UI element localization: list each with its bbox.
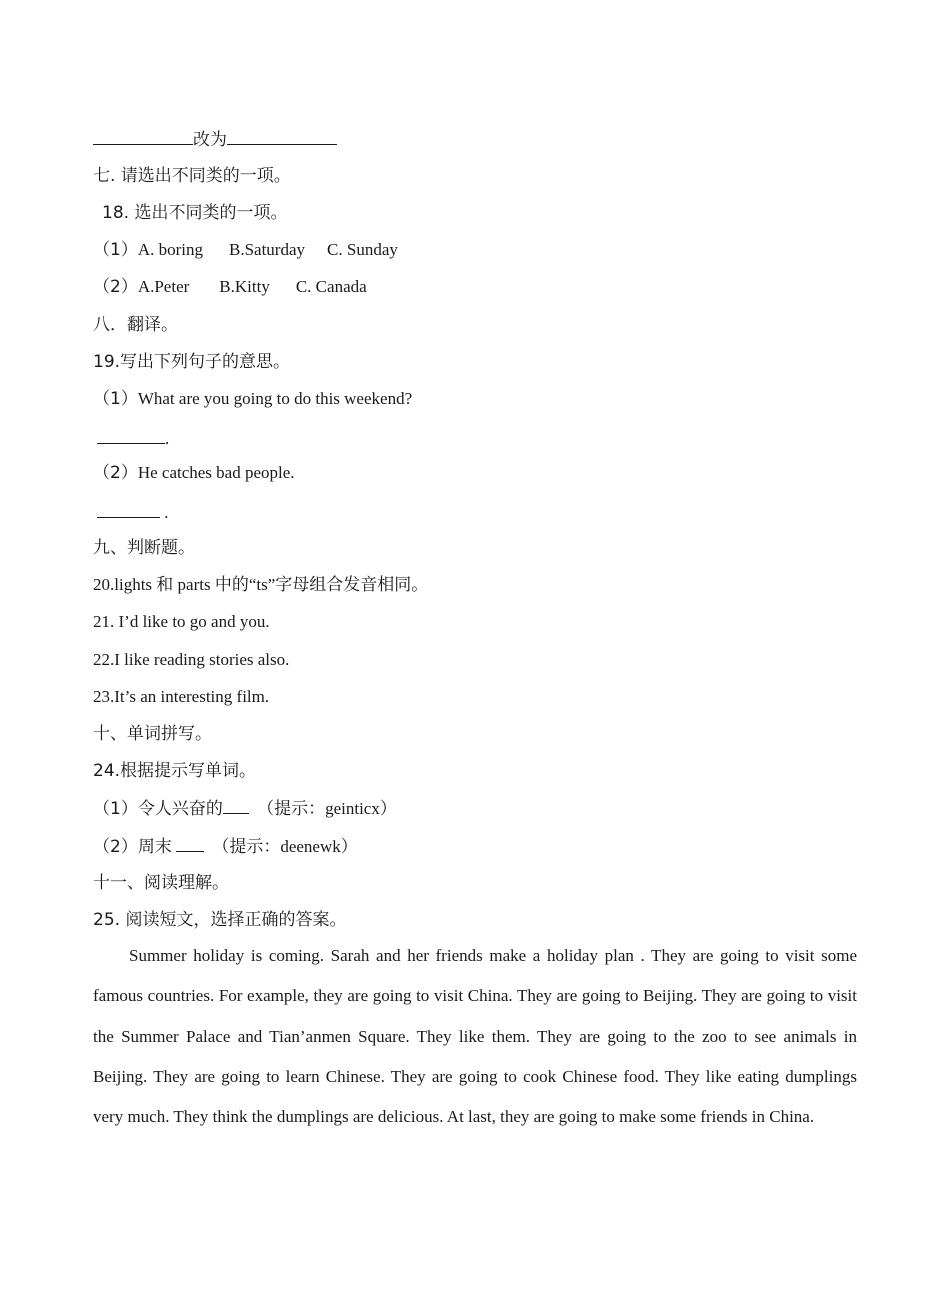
question-24-item-1	[93, 797, 397, 820]
question-19-title: 19.写出下列句子的意思。	[93, 352, 291, 372]
section-8-heading: 八．翻译。	[93, 315, 178, 335]
question-19-item-2	[93, 462, 295, 484]
reading-passage	[93, 936, 857, 1137]
hint-letters: geinticx	[325, 799, 380, 818]
answer-blank	[93, 128, 193, 145]
item-number: （2）	[93, 837, 138, 857]
hint-close: ）	[379, 799, 397, 819]
hint-letters: deenewk	[280, 837, 341, 856]
option-a: A.Peter	[137, 277, 190, 296]
q20-word-parts: parts	[177, 575, 211, 594]
question-20	[93, 574, 428, 596]
section-10-heading: 十、单词拼写。	[93, 724, 212, 744]
q20-word-lights: 20.lights	[93, 575, 153, 594]
hint-close: ）	[340, 837, 358, 857]
option-b: B.Saturday	[229, 240, 306, 259]
question-18-title	[102, 202, 287, 224]
section-7-heading: 七. 请选出不同类的一项。	[93, 166, 291, 186]
passage-text: Summer holiday is coming. Sarah and her friends make a holiday plan . They are going to visit some famous countries. For example, they are going to visit China. They are going to Beijing. They are going to visit the Summer Palace and Tian’anmen Square. They like them. They are going to the zoo to see animals in Beijing. They are going to learn Chinese. They are going to cook Chinese food. They like eating dumplings very much. They think the dumplings are delicious. At last, they are going to make some friends in China.	[93, 946, 857, 1127]
item-number: （1）	[93, 240, 138, 260]
question-19-item-1	[93, 388, 412, 410]
item-number: （2）	[93, 463, 138, 483]
option-c: C. Sunday	[327, 240, 398, 259]
question-22: 22.I like reading stories also.	[93, 650, 290, 669]
q20-and: 和	[156, 575, 174, 595]
q20-rest: 字母组合发音相同。	[275, 575, 429, 595]
answer-blank	[223, 797, 249, 814]
answer-end: .	[160, 503, 169, 522]
rewrite-answer-line	[93, 128, 337, 151]
answer-line-1	[97, 427, 169, 450]
hint-label: （提示：	[212, 837, 281, 857]
answer-end: .	[165, 429, 170, 448]
option-b: B.Kitty	[219, 277, 270, 296]
answer-blank	[97, 501, 160, 518]
option-a: A. boring	[137, 240, 203, 259]
answer-line-2	[97, 501, 169, 524]
answer-blank	[97, 427, 165, 444]
q20-in: 中的	[214, 575, 249, 595]
change-to-label: 改为	[193, 130, 227, 150]
question-18-item-1	[93, 239, 398, 261]
chinese-word: 周末	[137, 837, 172, 857]
question-18-item-2	[93, 276, 367, 298]
question-25-title	[93, 909, 346, 931]
chinese-word: 令人兴奋的	[137, 799, 223, 819]
item-number: （1）	[93, 389, 138, 409]
item-number: （2）	[93, 277, 138, 297]
item-number: （1）	[93, 799, 138, 819]
answer-blank	[227, 128, 337, 145]
sentence-text: What are you going to do this weekend?	[137, 389, 413, 408]
question-21: 21. I’d like to go and you.	[93, 612, 270, 631]
question-23: 23.It’s an interesting film.	[93, 687, 270, 706]
question-24-item-2	[93, 835, 358, 858]
question-25-text: 25. 阅读短文，选择正确的答案。	[93, 910, 347, 930]
section-9-heading: 九、判断题。	[93, 538, 195, 558]
option-c: C. Canada	[295, 277, 367, 296]
hint-label: （提示：	[257, 799, 326, 819]
q20-letters: “ts”	[248, 575, 276, 594]
question-18-text: 18. 选出不同类的一项。	[102, 203, 288, 223]
sentence-text: He catches bad people.	[137, 463, 295, 482]
question-24-title: 24.根据提示写单词。	[93, 761, 257, 781]
answer-blank	[176, 835, 204, 852]
section-11-heading: 十一、阅读理解。	[93, 873, 229, 893]
